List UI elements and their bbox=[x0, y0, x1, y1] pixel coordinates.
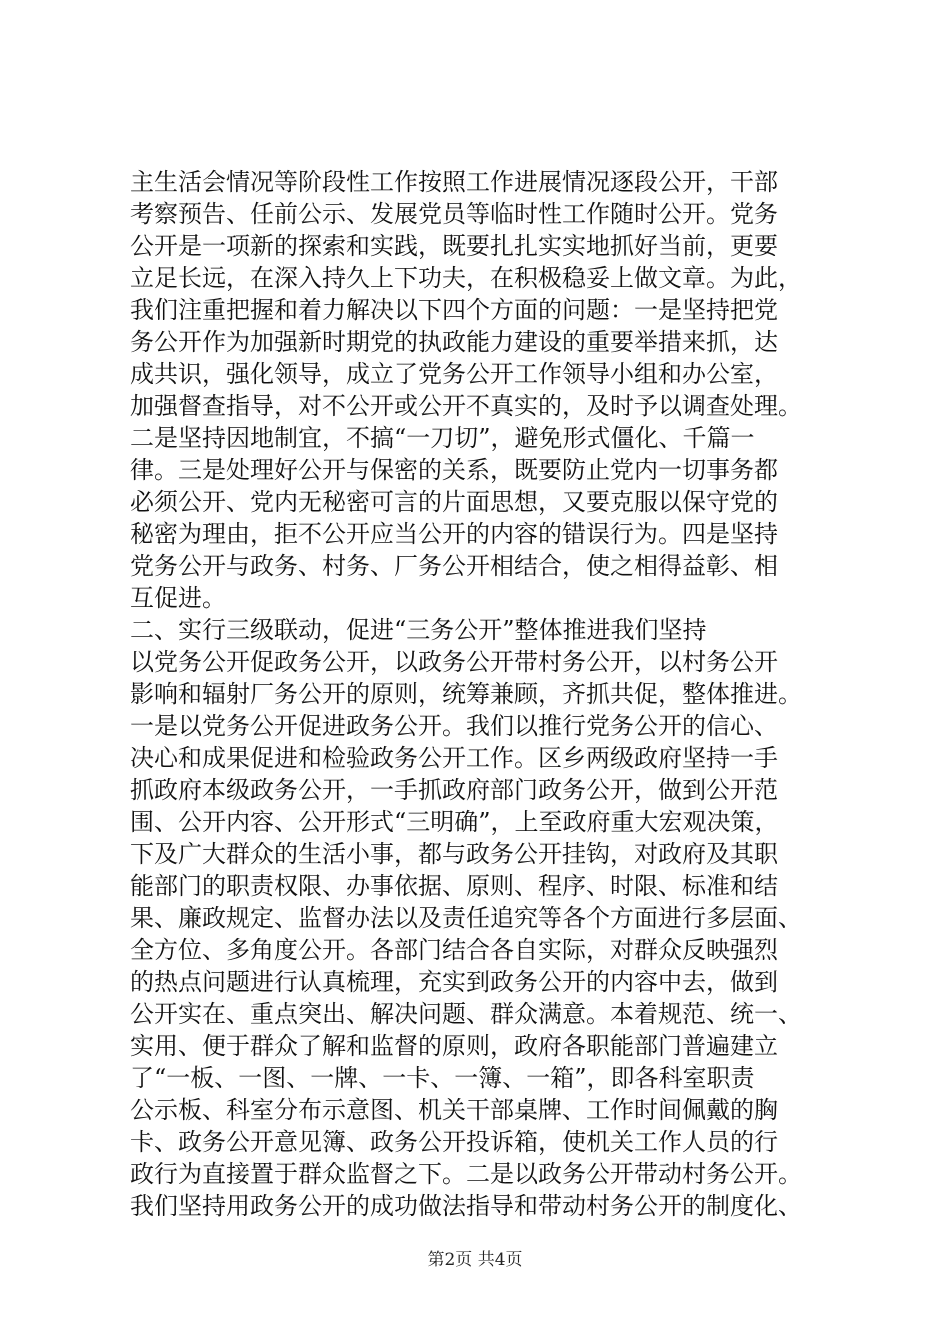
text-line: 我们注重把握和着力解决以下四个方面的问题：一是坚持把党 bbox=[130, 296, 778, 324]
text-line: 务公开作为加强新时期党的执政能力建设的重要举措来抓，达 bbox=[130, 328, 778, 356]
text-line: 成共识，强化领导，成立了党务公开工作领导小组和办公室， bbox=[130, 360, 778, 388]
text-line: 立足长远，在深入持久上下功夫，在积极稳妥上做文章。为此， bbox=[130, 264, 802, 292]
text-line: 互促进。 bbox=[130, 584, 226, 612]
text-line: 公示板、科室分布示意图、机关干部桌牌、工作时间佩戴的胸 bbox=[130, 1096, 778, 1124]
text-line: 果、廉政规定、监督办法以及责任追究等各个方面进行多层面、 bbox=[130, 904, 802, 932]
text-line: 全方位、多角度公开。各部门结合各自实际，对群众反映强烈 bbox=[130, 936, 778, 964]
text-line: 决心和成果促进和检验政务公开工作。区乡两级政府坚持一手 bbox=[130, 744, 778, 772]
text-line: 党务公开与政务、村务、厂务公开相结合，使之相得益彰、相 bbox=[130, 552, 778, 580]
text-line: 律。三是处理好公开与保密的关系，既要防止党内一切事务都 bbox=[130, 456, 778, 484]
text-line: 政行为直接置于群众监督之下。二是以政务公开带动村务公开。 bbox=[130, 1160, 802, 1188]
text-line: 公开实在、重点突出、解决问题、群众满意。本着规范、统一、 bbox=[130, 1000, 802, 1028]
text-line: 我们坚持用政务公开的成功做法指导和带动村务公开的制度化、 bbox=[130, 1192, 802, 1220]
text-line: 抓政府本级政务公开，一手抓政府部门政务公开，做到公开范 bbox=[130, 776, 778, 804]
text-line: 必须公开、党内无秘密可言的片面思想，又要克服以保守党的 bbox=[130, 488, 778, 516]
text-line: 主生活会情况等阶段性工作按照工作进展情况逐段公开，干部 bbox=[130, 168, 778, 196]
text-line: 秘密为理由，拒不公开应当公开的内容的错误行为。四是坚持 bbox=[130, 520, 778, 548]
text-line: 加强督查指导，对不公开或公开不真实的，及时予以调查处理。 bbox=[130, 392, 802, 420]
text-line: 的热点问题进行认真梳理，充实到政务公开的内容中去，做到 bbox=[130, 968, 778, 996]
text-line: 考察预告、任前公示、发展党员等临时性工作随时公开。党务 bbox=[130, 200, 778, 228]
body-text bbox=[130, 166, 850, 1222]
text-line: 下及广大群众的生活小事，都与政务公开挂钩，对政府及其职 bbox=[130, 840, 778, 868]
text-line: 实用、便于群众了解和监督的原则，政府各职能部门普遍建立 bbox=[130, 1032, 778, 1060]
text-line: 二是坚持因地制宜，不搞“一刀切”，避免形式僵化、千篇一 bbox=[130, 424, 755, 452]
text-line: 影响和辐射厂务公开的原则，统筹兼顾，齐抓共促，整体推进。 bbox=[130, 680, 802, 708]
text-line: 围、公开内容、公开形式“三明确”，上至政府重大宏观决策， bbox=[130, 808, 779, 836]
text-line: 能部门的职责权限、办事依据、原则、程序、时限、标准和结 bbox=[130, 872, 778, 900]
text-line: 二、实行三级联动，促进“三务公开”整体推进我们坚持 bbox=[130, 616, 707, 644]
text-line: 卡、政务公开意见簿、政务公开投诉箱，使机关工作人员的行 bbox=[130, 1128, 778, 1156]
page-footer: 第2页 共4页 bbox=[427, 1250, 523, 1270]
text-line: 一是以党务公开促进政务公开。我们以推行党务公开的信心、 bbox=[130, 712, 778, 740]
text-line: 以党务公开促政务公开，以政务公开带村务公开，以村务公开 bbox=[130, 648, 778, 676]
text-line: 公开是一项新的探索和实践，既要扎扎实实地抓好当前，更要 bbox=[130, 232, 778, 260]
text-line: 了“一板、一图、一牌、一卡、一簿、一箱”，即各科室职责 bbox=[130, 1064, 755, 1092]
